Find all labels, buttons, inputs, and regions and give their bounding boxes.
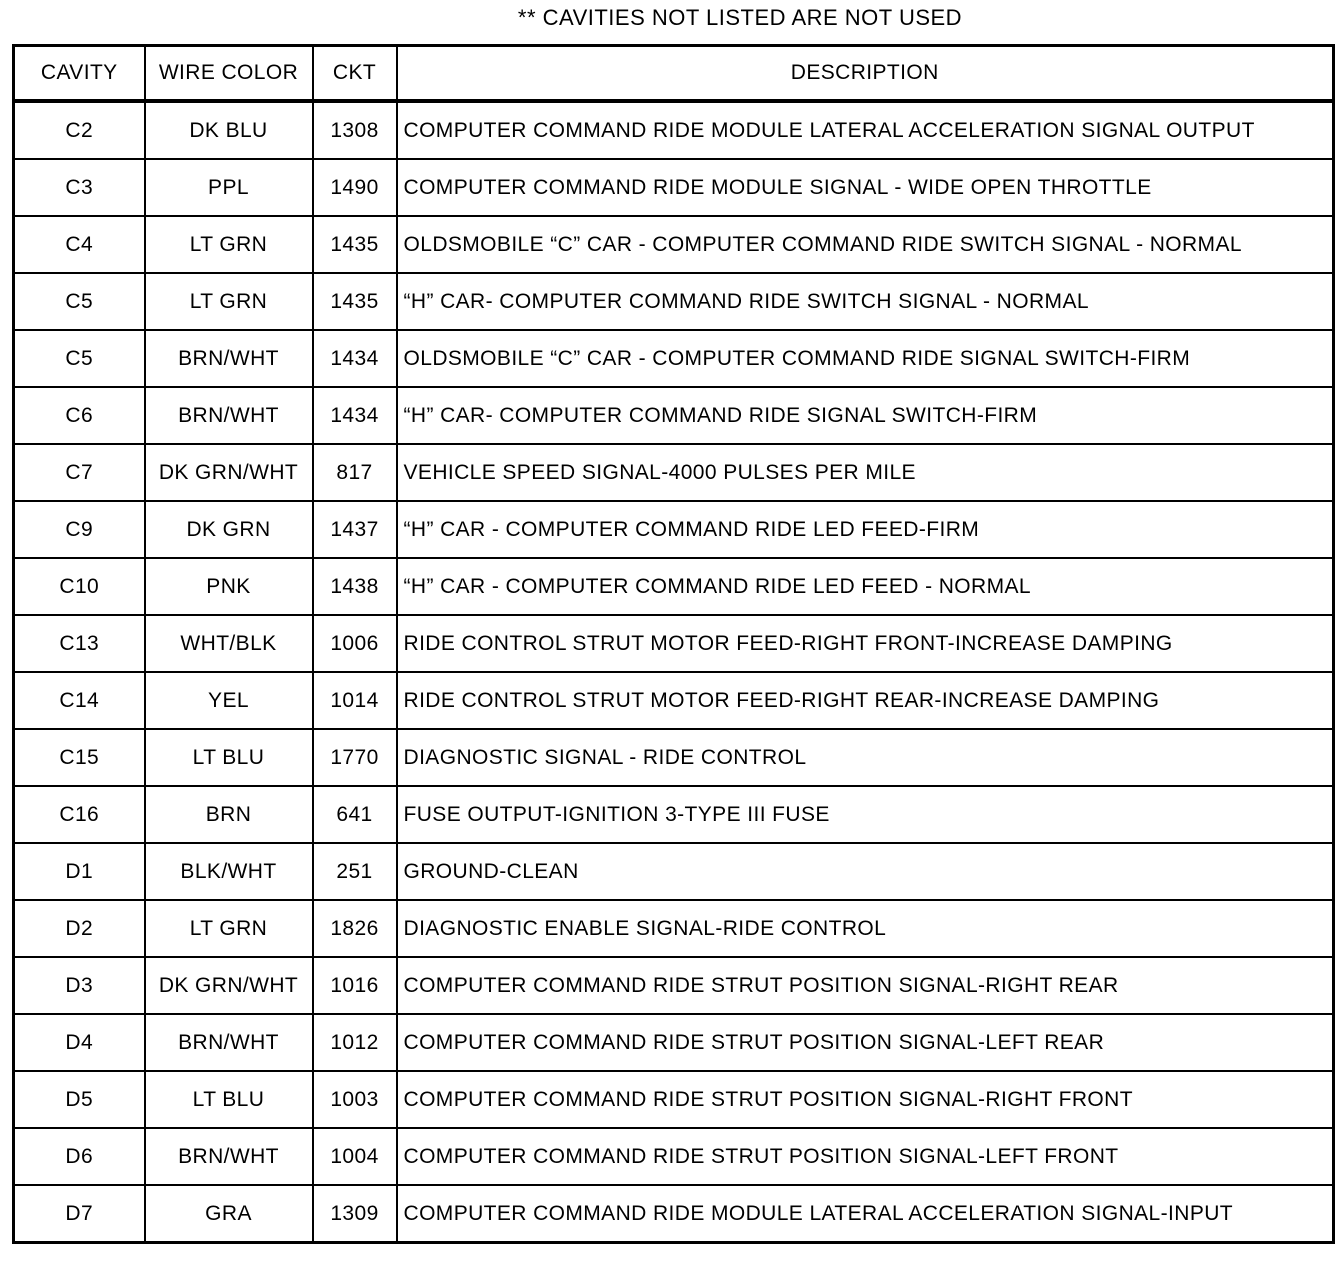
header-wire-color: WIRE COLOR — [145, 46, 313, 102]
cell-description: OLDSMOBILE “C” CAR - COMPUTER COMMAND RIDE SIGNAL SWITCH-FIRM — [397, 330, 1334, 387]
table-row — [14, 672, 1334, 729]
table-row — [14, 501, 1334, 558]
cell-description: COMPUTER COMMAND RIDE STRUT POSITION SIGNAL-RIGHT FRONT — [397, 1071, 1334, 1128]
cell-cavity: D3 — [14, 957, 145, 1014]
cell-cavity: C2 — [14, 101, 145, 159]
cell-ckt: 1490 — [313, 159, 397, 216]
header-description: DESCRIPTION — [397, 46, 1334, 102]
cell-cavity: D2 — [14, 900, 145, 957]
table-row — [14, 1071, 1334, 1128]
cell-description: COMPUTER COMMAND RIDE STRUT POSITION SIGNAL-RIGHT REAR — [397, 957, 1334, 1014]
cell-description: RIDE CONTROL STRUT MOTOR FEED-RIGHT REAR-INCREASE DAMPING — [397, 672, 1334, 729]
cell-cavity: C13 — [14, 615, 145, 672]
cell-wire-color: BRN/WHT — [145, 387, 313, 444]
cell-description: COMPUTER COMMAND RIDE MODULE SIGNAL - WIDE OPEN THROTTLE — [397, 159, 1334, 216]
table-row — [14, 1014, 1334, 1071]
cell-cavity: C4 — [14, 216, 145, 273]
cell-ckt: 1308 — [313, 101, 397, 159]
table-row — [14, 1185, 1334, 1243]
cell-description: VEHICLE SPEED SIGNAL-4000 PULSES PER MILE — [397, 444, 1334, 501]
cell-wire-color: BRN — [145, 786, 313, 843]
connector-cavity-table — [12, 44, 1335, 1244]
cell-description: DIAGNOSTIC ENABLE SIGNAL-RIDE CONTROL — [397, 900, 1334, 957]
cell-wire-color: LT BLU — [145, 1071, 313, 1128]
cell-wire-color: LT GRN — [145, 273, 313, 330]
cell-description: OLDSMOBILE “C” CAR - COMPUTER COMMAND RIDE SWITCH SIGNAL - NORMAL — [397, 216, 1334, 273]
table-row — [14, 615, 1334, 672]
cell-wire-color: YEL — [145, 672, 313, 729]
table-row — [14, 444, 1334, 501]
table-row — [14, 101, 1334, 159]
cell-description: COMPUTER COMMAND RIDE STRUT POSITION SIGNAL-LEFT REAR — [397, 1014, 1334, 1071]
cell-wire-color: LT BLU — [145, 729, 313, 786]
cell-ckt: 1435 — [313, 273, 397, 330]
cell-ckt: 1004 — [313, 1128, 397, 1185]
cell-ckt: 1014 — [313, 672, 397, 729]
cell-cavity: D4 — [14, 1014, 145, 1071]
cell-wire-color: LT GRN — [145, 216, 313, 273]
cell-ckt: 1437 — [313, 501, 397, 558]
cell-ckt: 1438 — [313, 558, 397, 615]
cell-cavity: C5 — [14, 330, 145, 387]
cell-wire-color: DK BLU — [145, 101, 313, 159]
header-cavity: CAVITY — [14, 46, 145, 102]
cell-cavity: D5 — [14, 1071, 145, 1128]
cell-ckt: 1435 — [313, 216, 397, 273]
table-row — [14, 387, 1334, 444]
cell-description: RIDE CONTROL STRUT MOTOR FEED-RIGHT FRONT-INCREASE DAMPING — [397, 615, 1334, 672]
cell-wire-color: DK GRN — [145, 501, 313, 558]
table-row — [14, 159, 1334, 216]
page-note: ** CAVITIES NOT LISTED ARE NOT USED — [517, 5, 963, 30]
cell-description: “H” CAR - COMPUTER COMMAND RIDE LED FEED - NORMAL — [397, 558, 1334, 615]
table-row — [14, 786, 1334, 843]
cell-ckt: 1434 — [313, 330, 397, 387]
cell-ckt: 1003 — [313, 1071, 397, 1128]
table-body — [14, 101, 1334, 1243]
cell-wire-color: DK GRN/WHT — [145, 444, 313, 501]
cell-cavity: C5 — [14, 273, 145, 330]
cell-wire-color: PPL — [145, 159, 313, 216]
cell-wire-color: LT GRN — [145, 900, 313, 957]
table-row — [14, 330, 1334, 387]
cell-ckt: 817 — [313, 444, 397, 501]
cell-ckt: 1309 — [313, 1185, 397, 1243]
cell-ckt: 1016 — [313, 957, 397, 1014]
cell-wire-color: BRN/WHT — [145, 330, 313, 387]
cell-cavity: C3 — [14, 159, 145, 216]
cell-description: COMPUTER COMMAND RIDE MODULE LATERAL ACCELERATION SIGNAL-INPUT — [397, 1185, 1334, 1243]
cell-cavity: C6 — [14, 387, 145, 444]
cell-wire-color: DK GRN/WHT — [145, 957, 313, 1014]
cell-description: FUSE OUTPUT-IGNITION 3-TYPE III FUSE — [397, 786, 1334, 843]
table-row — [14, 1128, 1334, 1185]
table-row — [14, 729, 1334, 786]
cell-description: “H” CAR- COMPUTER COMMAND RIDE SWITCH SIGNAL - NORMAL — [397, 273, 1334, 330]
cell-cavity: D7 — [14, 1185, 145, 1243]
cell-cavity: D1 — [14, 843, 145, 900]
cell-description: DIAGNOSTIC SIGNAL - RIDE CONTROL — [397, 729, 1334, 786]
table-row — [14, 843, 1334, 900]
cell-cavity: C7 — [14, 444, 145, 501]
cell-wire-color: GRA — [145, 1185, 313, 1243]
table-row — [14, 957, 1334, 1014]
cell-ckt: 641 — [313, 786, 397, 843]
cell-description: “H” CAR- COMPUTER COMMAND RIDE SIGNAL SWITCH-FIRM — [397, 387, 1334, 444]
cell-description: COMPUTER COMMAND RIDE MODULE LATERAL ACCELERATION SIGNAL OUTPUT — [397, 101, 1334, 159]
table-row — [14, 900, 1334, 957]
cell-cavity: C16 — [14, 786, 145, 843]
table-row — [14, 216, 1334, 273]
cell-description: GROUND-CLEAN — [397, 843, 1334, 900]
cell-wire-color: WHT/BLK — [145, 615, 313, 672]
cell-cavity: D6 — [14, 1128, 145, 1185]
cell-description: COMPUTER COMMAND RIDE STRUT POSITION SIGNAL-LEFT FRONT — [397, 1128, 1334, 1185]
table-row — [14, 273, 1334, 330]
cell-ckt: 1826 — [313, 900, 397, 957]
table-row — [14, 558, 1334, 615]
cell-ckt: 1770 — [313, 729, 397, 786]
cell-wire-color: PNK — [145, 558, 313, 615]
cell-ckt: 1006 — [313, 615, 397, 672]
cell-ckt: 1434 — [313, 387, 397, 444]
cell-description: “H” CAR - COMPUTER COMMAND RIDE LED FEED-FIRM — [397, 501, 1334, 558]
cell-wire-color: BLK/WHT — [145, 843, 313, 900]
cell-cavity: C15 — [14, 729, 145, 786]
cell-ckt: 251 — [313, 843, 397, 900]
cell-cavity: C9 — [14, 501, 145, 558]
cell-ckt: 1012 — [313, 1014, 397, 1071]
cell-cavity: C14 — [14, 672, 145, 729]
cell-wire-color: BRN/WHT — [145, 1014, 313, 1071]
table-header-row — [14, 46, 1334, 102]
header-ckt: CKT — [313, 46, 397, 102]
cell-cavity: C10 — [14, 558, 145, 615]
cell-wire-color: BRN/WHT — [145, 1128, 313, 1185]
